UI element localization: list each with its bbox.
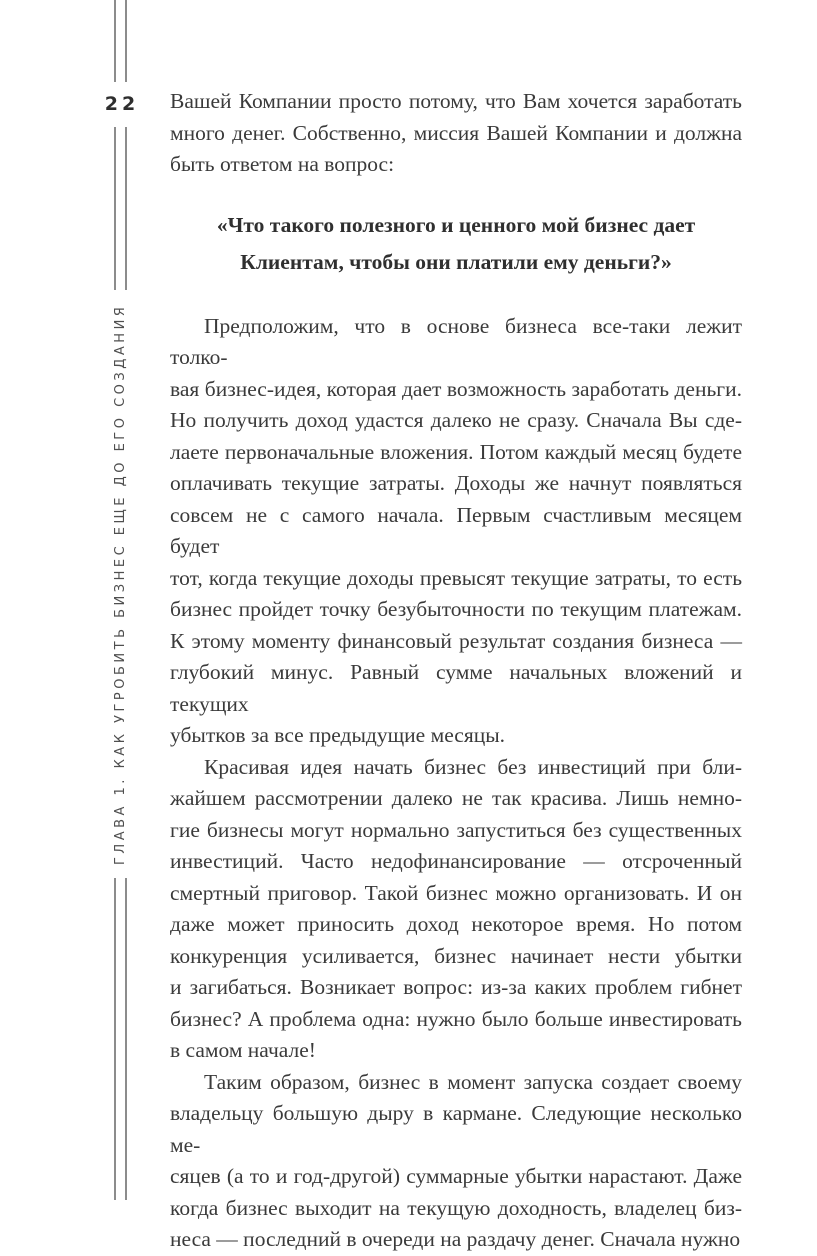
double-rule-bottom <box>114 878 127 1200</box>
paragraph <box>170 86 742 181</box>
left-margin-decoration <box>104 0 140 1200</box>
text-line: бизнес? А проблема одна: нужно было больше инвестировать <box>170 1006 742 1031</box>
text-line: инвестиций. Часто недофинансирование — отсроченный <box>170 849 742 873</box>
text-line: вая бизнес-идея, которая дает возможность заработать деньги. <box>170 376 742 401</box>
page-body <box>170 86 742 1256</box>
text-line: жайшем рассмотрении далеко не так красива. Лишь немно- <box>170 786 742 810</box>
text-line: быть ответом на вопрос: <box>170 152 395 176</box>
text-line: в самом начале! <box>170 1038 316 1062</box>
text-line: Красивая идея начать бизнес без инвестиций при бли- <box>204 754 742 779</box>
text-line: глубокий минус. Равный сумме начальных вложений и текущих <box>170 660 742 716</box>
text-line: лаете первоначальные вложения. Потом каждый месяц будете <box>170 439 742 464</box>
text-line: владельцу большую дыру в кармане. Следующие несколько ме- <box>170 1101 742 1157</box>
text-line: бизнес пройдет точку безубыточности по текущим платежам. <box>170 597 742 621</box>
text-line: оплачивать текущие затраты. Доходы же начнут появляться <box>170 471 742 495</box>
text-line: «Что такого полезного и ценного мой бизнес дает <box>216 212 696 237</box>
double-rule-top <box>114 0 127 82</box>
paragraph <box>170 1067 742 1256</box>
pull-quote <box>170 207 742 281</box>
text-line: и загибаться. Возникает вопрос: из-за каких проблем гибнет <box>170 975 742 999</box>
double-rule-middle <box>114 127 127 290</box>
text-line: тот, когда текущие доходы превысят текущие затраты, то есть <box>170 565 742 590</box>
text-line: сяцев (а то и год-другой) суммарные убытки нарастают. Даже <box>170 1164 742 1188</box>
text-line: конкуренция усиливается, бизнес начинает нести убытки <box>170 943 742 968</box>
text-line: смертный приговор. Такой бизнес можно организовать. И он <box>170 880 742 905</box>
text-line: убытков за все предыдущие месяцы. <box>170 723 506 747</box>
text-line: много денег. Собственно, миссия Вашей Компании и должна <box>170 120 742 145</box>
text-line: когда бизнес выходит на текущую доходность, владелец биз- <box>170 1195 742 1220</box>
text-line: совсем не с самого начала. Первым счастливым месяцем будет <box>170 502 742 558</box>
text-line: неса — последний в очереди на раздачу денег. Сначала нужно <box>170 1227 741 1251</box>
text-line: даже может приносить доход некоторое время. Но потом <box>170 912 742 936</box>
paragraph <box>170 752 742 1067</box>
text-line: Вашей Компании просто потому, что Вам хочется заработать <box>170 89 742 113</box>
text-line: К этому моменту финансовый результат создания бизнеса — <box>170 628 742 653</box>
page-number: 22 <box>104 93 140 115</box>
text-line: Предположим, что в основе бизнеса все-таки лежит толко- <box>170 313 742 369</box>
paragraph <box>170 311 742 752</box>
text-line: гие бизнесы могут нормально запуститься без существенных <box>170 817 742 842</box>
text-line: Клиентам, чтобы они платили ему деньги?» <box>240 249 672 274</box>
chapter-title-vertical: ГЛАВА 1. КАК УГРОБИТЬ БИЗНЕС ЕЩЕ ДО ЕГО СОЗДАНИЯ <box>112 303 128 865</box>
text-line: Но получить доход удастся далеко не сразу. Сначала Вы сде- <box>170 408 742 432</box>
text-line: Таким образом, бизнес в момент запуска создает своему <box>204 1069 742 1094</box>
